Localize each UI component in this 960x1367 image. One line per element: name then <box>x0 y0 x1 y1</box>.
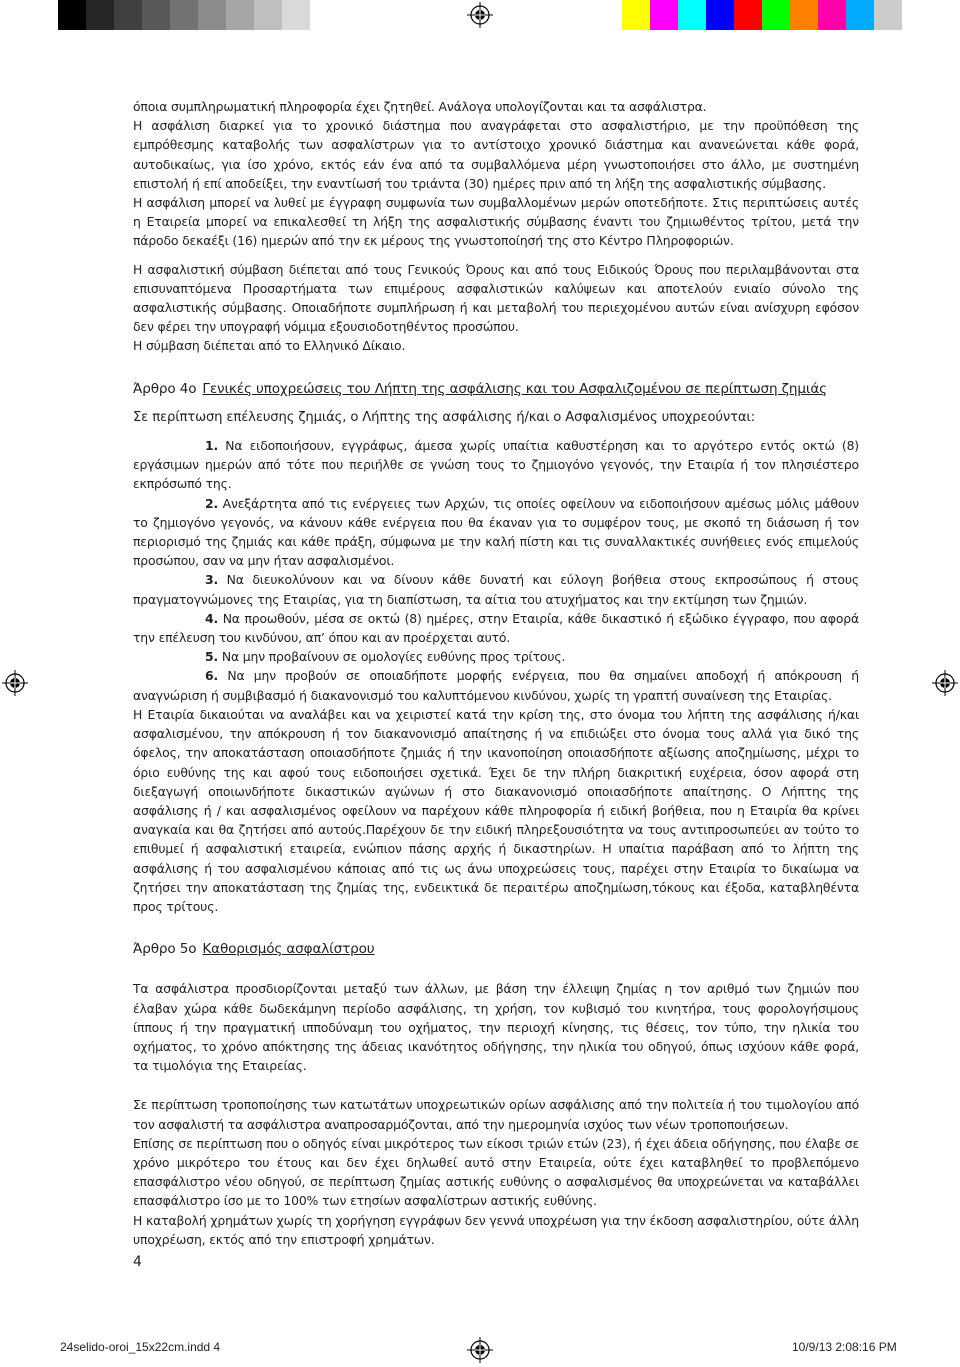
registration-mark-icon <box>467 2 493 28</box>
article-5-label: Άρθρο 5ο <box>133 941 197 958</box>
article-5-title: Καθορισμός ασφαλίστρου <box>202 941 375 958</box>
list-item: 3. Να διευκολύνουν και να δίνουν κάθε δυνατή και εύλογη βοήθεια στους εκπροσώπους ή στους πραγματογνώμονες της Εταιρίας, για τη διαπίστωση, τα αίτια του ατυχήματος και την εκτίμηση των ζημιών. <box>133 572 859 607</box>
article-5-heading <box>133 940 859 959</box>
color-swatch <box>818 0 846 30</box>
list-item: 4. Να προωθούν, μέσα σε οκτώ (8) ημέρες, στην Εταιρία, κάθε δικαστικό ή εξώδικο έγγραφο, που αφορά την επέλευση του κινδύνου, απ’ όπου και αν προέρχεται αυτό. <box>133 610 859 646</box>
color-swatch <box>846 0 874 30</box>
paragraph: Η σύμβαση διέπεται από το Ελληνικό Δίκαιο. <box>133 338 406 354</box>
registration-mark-icon <box>932 670 958 696</box>
paragraph: Η ασφαλιστική σύμβαση διέπεται από τους Γενικούς Όρους και από τους Ειδικούς Όρους που περιλαμβάνονται στα επισυναπτόμενα Προσαρτήματα των επιμέρους ασφαλιστικών καλύψεων και αποτελούν ενιαίο σύνολο της ασφαλιστικής σύμβασης. Οποιαδήποτε συμπλήρωση ή και μεταβολή του περιεχομένου αυτών είναι ανίσχυρη εφόσον δεν φέρει την υπογραφή νόμιμα εξουσιοδοτηθέντος προσώπου. <box>133 261 859 335</box>
registration-mark-icon <box>2 670 28 696</box>
list-item: 5. Να μην προβαίνουν σε ομολογίες ευθύνης προς τρίτους. <box>205 649 566 665</box>
color-swatch <box>622 0 650 30</box>
color-swatch <box>734 0 762 30</box>
color-swatch <box>790 0 818 30</box>
grayscale-calibration-bar <box>58 0 338 30</box>
article-4-intro: Σε περίπτωση επέλευσης ζημιάς, ο Λήπτης της ασφάλισης ή/και ο Ασφαλισμένος υποχρεούνται: <box>133 409 756 425</box>
document-body <box>133 97 859 1249</box>
list-item: 1. Να ειδοποιήσουν, εγγράφως, άμεσα χωρίς υπαίτια καθυστέρηση και το αργότερο εντός οκτώ (8) εργάσιμων ημερών από τότε που περιήλθε σε γνώση τους το ζημιογόνο γεγονός, την Εταιρία ή τον πλησιέστερο εκπρόσωπό της. <box>133 438 859 492</box>
color-swatch <box>762 0 790 30</box>
color-swatch <box>198 0 226 30</box>
color-swatch <box>282 0 310 30</box>
color-swatch <box>170 0 198 30</box>
paragraph: Η καταβολή χρημάτων χωρίς τη χορήγηση εγγράφων δεν γεννά υποχρέωση για την έκδοση ασφαλιστηρίου, ούτε άλλη υποχρέωση, εκτός από την επιστροφή χρημάτων. <box>133 1212 859 1247</box>
footer-filename: 24selido-oroi_15x22cm.indd 4 <box>60 1340 221 1354</box>
paragraph: Τα ασφάλιστρα προσδιορίζονται μεταξύ των άλλων, με βάση την έλλειψη ζημίας η τον αριθμό των ζημιών που έλαβαν χώρα κάθε δωδεκάμηνη περίοδο ασφάλισης, τη χρήση, τον κυβισμό του κινητήρα, τους φορολογήσιμους ίππους ή την πραγματική ιπποδύναμη του οχήματος, την περιοχή κίνησης, τις θέσεις, τον τύπο, την ηλικία του οχήματος, το χρόνο απόκτησης της άδειας ικανότητος οδήγησης, την ηλικία του οδηγού, όπως ισχύουν κάθε φορά, τα τιμολόγια της Εταιρείας. <box>133 981 859 1074</box>
paragraph: Η Εταιρία δικαιούται να αναλάβει και να χειριστεί κατά την κρίση της, στο όνομα του λήπτη της ασφάλισης ή/και ασφαλισμένου, την απόκρουση ή τον διακανονισμό απαίτησης ή να επιδιώξει στο όνομα τους αλλά για δικό της όφελος, την αποκατάσταση οποιασδήποτε ζημιάς ή την ικανοποίηση οποιασδήποτε αξίωσης αποζημίωσης, μέχρι το όριο ευθύνης της και αφού τους ειδοποιήσει σχετικά. Έχει δε την πλήρη διακριτική ευχέρεια, όσον αφορά στη διεξαγωγή οποιωνδήποτε δικαστικών αγώνων ή στο διακανονισμό οποιασδήποτε απαίτησης. Ο Λήπτης της ασφάλισης ή / και ασφαλισμένος οφείλουν να παρέχουν κάθε πληροφορία ή ειδική βοήθεια, που η Εταιρία θα κρίνει αναγκαία και θα ζητήσει από αυτούς.Παρέχουν δε την ειδική πληρεξουσιότητα να τους αντιπροσωπεύει αν τούτο το επιθυμεί ή ασφαλιστική εταιρεία, ενώπιον πάσης αρχής ή δικαστηρίων. Η υπαίτια παράβαση από το λήπτη της ασφάλισης ή του ασφαλισμένου κάποιας από τις ως άνω υποχρεώσεις τους, παρέχει στην Εταιρία το δικαίωμα να ζητήσει την αποκατάσταση της ζημίας της, ενδεικτικά δε περαιτέρω αποζημίωση,τόκους και έξοδα, καταβληθέντα προς τρίτους. <box>133 706 859 914</box>
list-item: 6. Να μην προβούν σε οποιαδήποτε μορφής ενέργεια, που θα σημαίνει αποδοχή ή απόκρουση ή αναγνώριση ή συμβιβασμό ή διακανονισμό του καλυπτόμενου κινδύνου, χωρίς τη γραπτή συναίνεση της Εταιρίας. <box>133 668 859 703</box>
color-swatch <box>58 0 86 30</box>
color-swatch <box>254 0 282 30</box>
color-swatch <box>874 0 902 30</box>
footer-timestamp: 10/9/13 2:08:16 PM <box>792 1340 897 1354</box>
list-item: 2. Ανεξάρτητα από τις ενέργειες των Αρχών, τις οποίες οφείλουν να ειδοποιήσουν αμέσως μόλις μάθουν το ζημιογόνο γεγονός, να κάνουν κάθε ενέργεια που θα έκαναν για το συμφέρον τους, με σκοπό τη διάσωση ή τον περιορισμό της ζημιάς και κάθε πράξη, σύμφωνα με την καλή πίστη και τις συναλλακτικές συνήθειες ενός επιμελούς προσώπου, σαν να μην ήταν ασφαλισμένοι. <box>133 495 859 569</box>
color-swatch <box>86 0 114 30</box>
paragraph: Σε περίπτωση τροποποίησης των κατωτάτων υποχρεωτικών ορίων ασφάλισης από την πολιτεία ή του τιμολογίου από τον ασφαλιστή τα ασφάλιστρα αναπροσαρμόζονται, από την ημερομηνία ισχύος των νέων τροποποιήσεων. <box>133 1097 859 1132</box>
paragraph: Η ασφάλιση διαρκεί για το χρονικό διάστημα που αναγράφεται στο ασφαλιστήριο, με την προϋπόθεση της εμπρόθεσμης καταβολής των ασφαλίστρων για το αντίστοιχο χρονικό διάστημα και ανανεώνεται κάθε φορά, αυτοδικαίως, για ίσο χρόνο, εκτός εάν ένα από τα συμβαλλόμενα μέρη γνωστοποιήσει στο άλλο, με συστημένη επιστολή ή επί αποδείξει, την εναντίωσή του τριάντα (30) ημέρες πριν από τη λήξη της ασφαλιστικής σύμβασης. <box>133 118 859 191</box>
registration-mark-icon <box>467 1337 493 1363</box>
article-4-heading <box>133 380 859 399</box>
paragraph: Η ασφάλιση μπορεί να λυθεί με έγγραφη συμφωνία των συμβαλλομένων μερών οποτεδήποτε. Στις περιπτώσεις αυτές η Εταιρεία μπορεί να επικαλεσθεί τη λήξη της ασφαλιστικής σύμβασης έναντι του ζημιωθέντος τρίτου, μετά την πάροδο δεκαέξι (16) ημερών από την εκ μέρους της γνωστοποίησή της στο Κέντρο Πληροφοριών. <box>133 195 859 249</box>
article-4-title: Γενικές υποχρεώσεις του Λήπτη της ασφάλισης και του Ασφαλιζομένου σε περίπτωση ζημιάς <box>202 380 827 397</box>
color-swatch <box>310 0 338 30</box>
color-calibration-bar <box>622 0 902 30</box>
page-number: 4 <box>133 1254 142 1270</box>
color-swatch <box>678 0 706 30</box>
paragraph: όποια συμπληρωματική πληροφορία έχει ζητηθεί. Ανάλογα υπολογίζονται και τα ασφάλιστρα. <box>133 99 707 114</box>
article-4-label: Άρθρο 4ο <box>133 380 197 397</box>
color-swatch <box>650 0 678 30</box>
color-swatch <box>142 0 170 30</box>
color-swatch <box>226 0 254 30</box>
paragraph: Επίσης σε περίπτωση που ο οδηγός είναι μικρότερος των είκοσι τριών ετών (23), ή έχει άδεια οδήγησης, που έλαβε σε χρόνο μικρότερο του έτους και δεν έχει δηλωθεί αυτό στην Εταιρεία, ούτε έχει καταβληθεί το προβλεπόμενο επασφάλιστρο νέου οδηγού, σε περίπτωση ζημίας αστικής ευθύνης ο ασφαλισμένος θα υποχρεώνεται να καταβάλλει επασφάλιστρο ίσο με το 100% των ετησίων ασφαλίστρων αστικής ευθύνης. <box>133 1135 859 1209</box>
color-swatch <box>706 0 734 30</box>
color-swatch <box>114 0 142 30</box>
